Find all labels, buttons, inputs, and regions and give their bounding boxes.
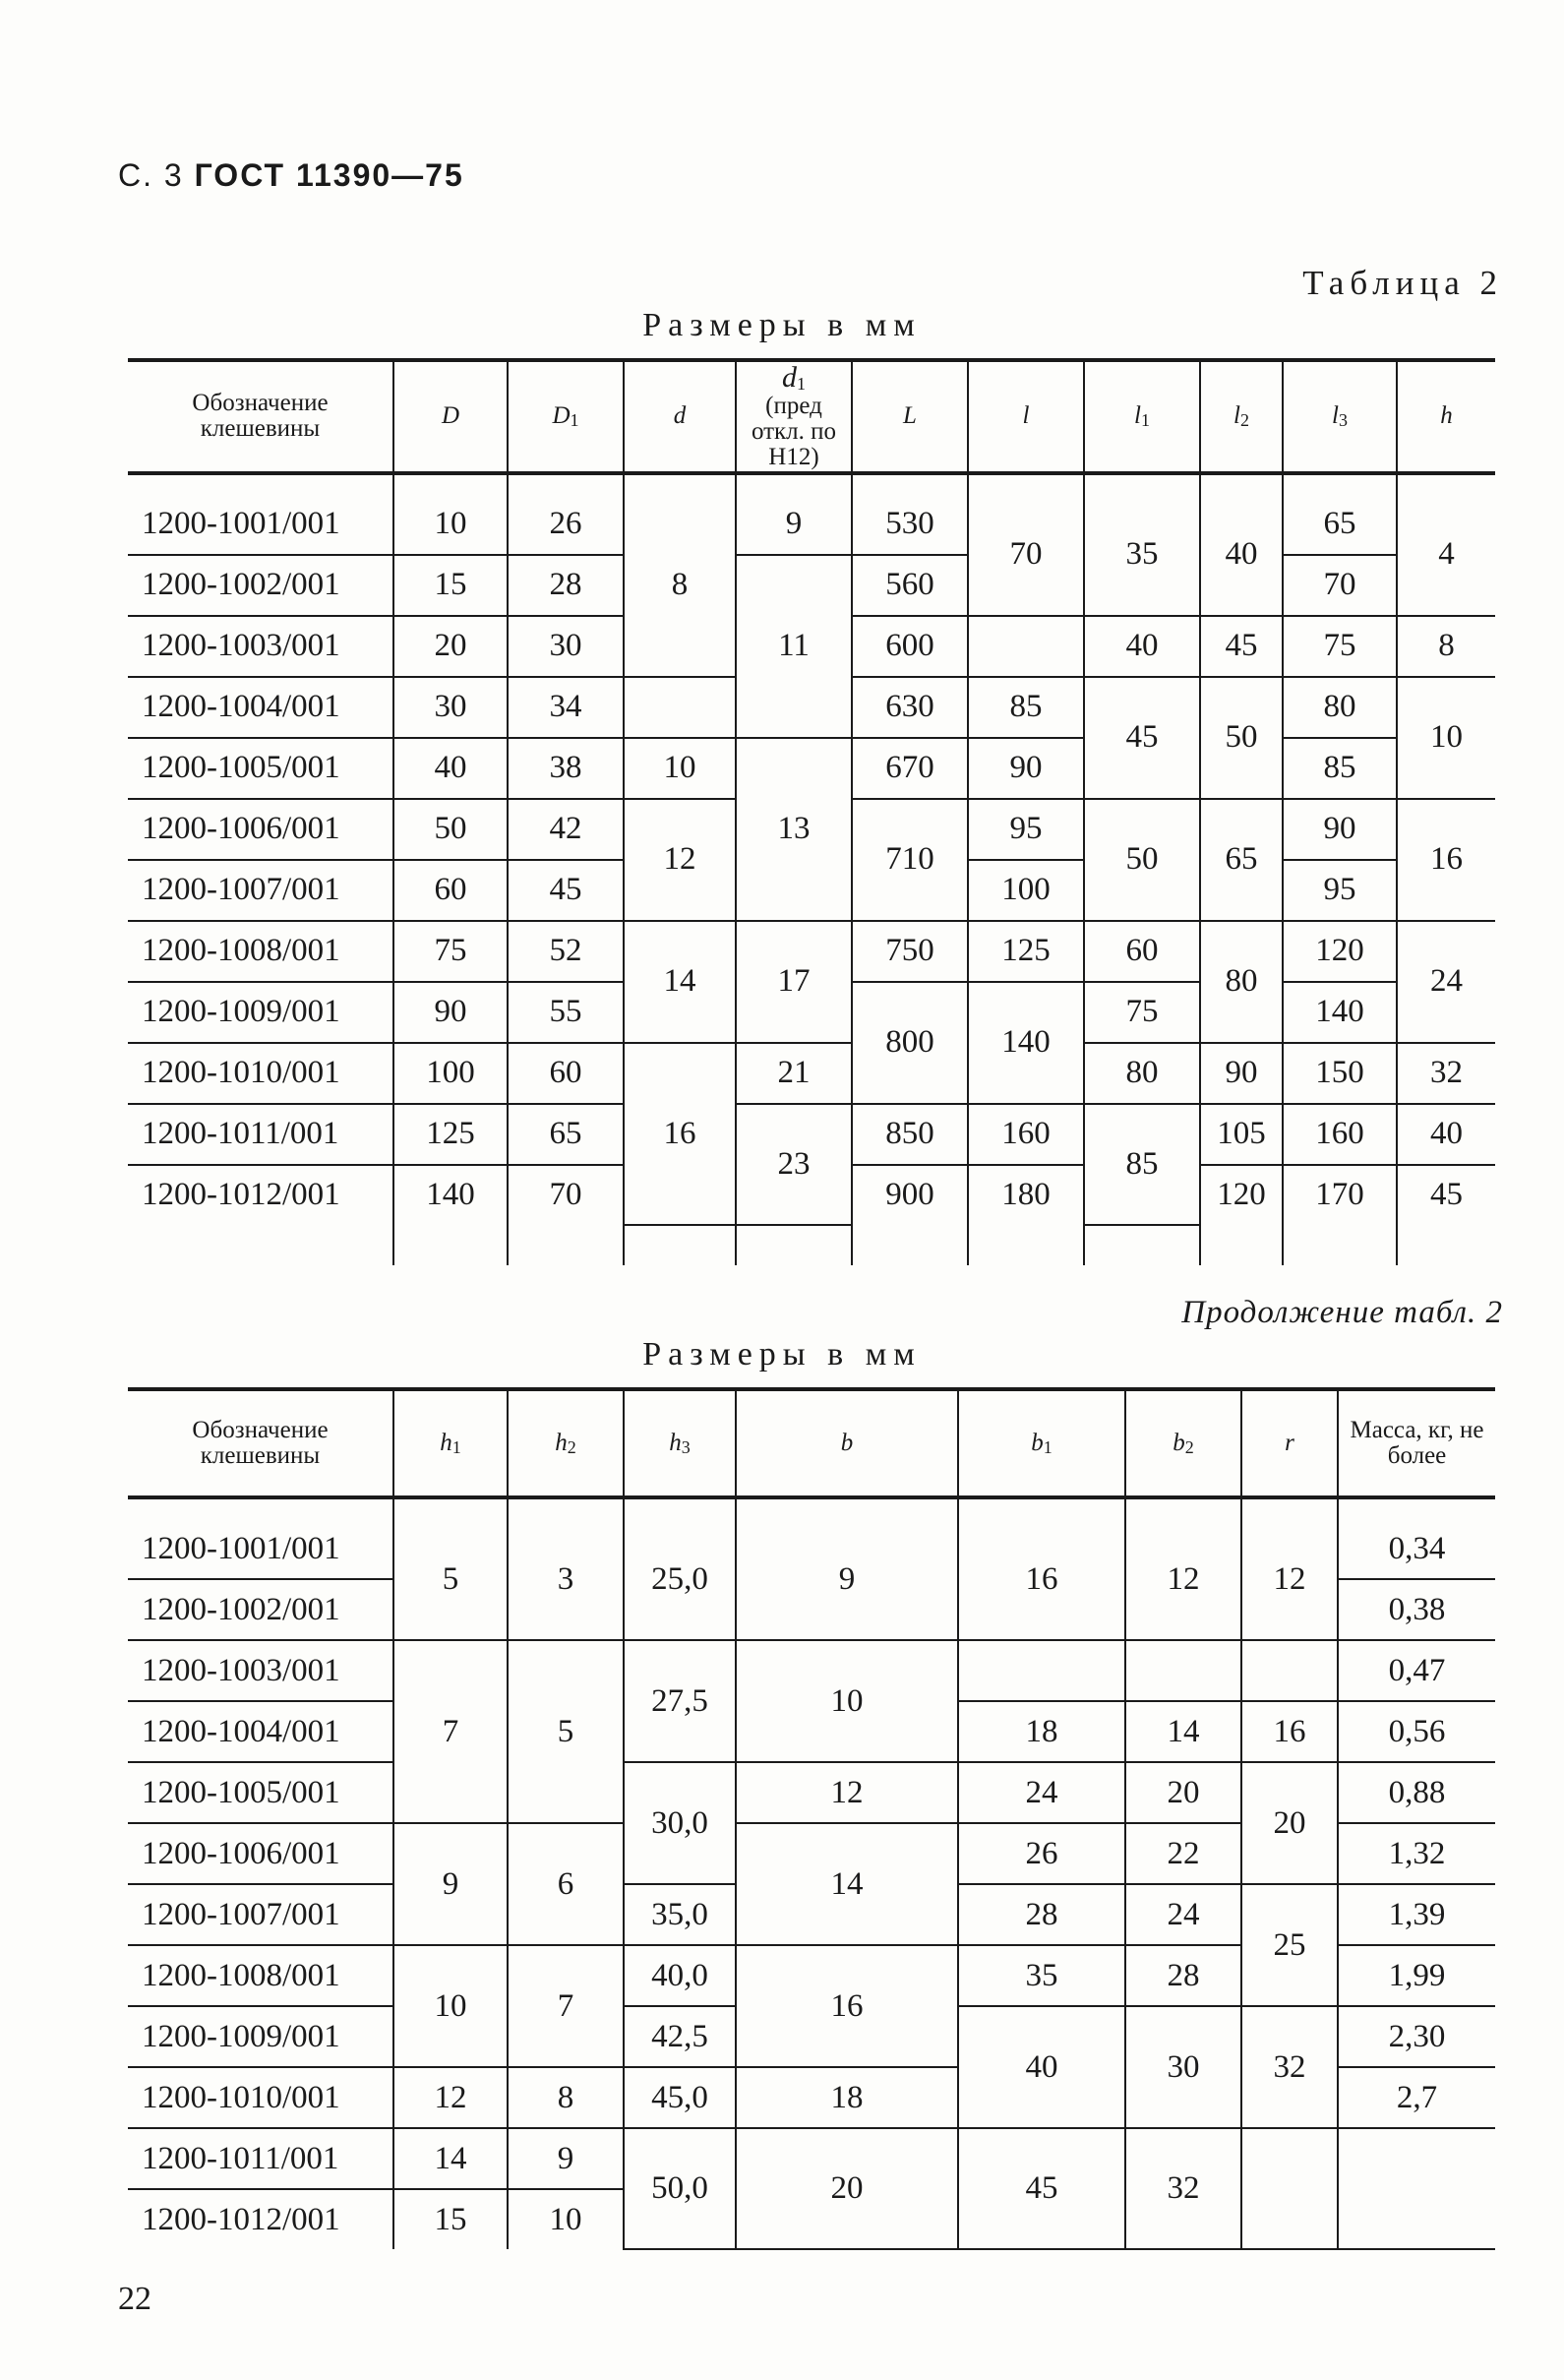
h-value: 16 [1397, 799, 1495, 921]
l-value: 100 [968, 860, 1084, 921]
table-row [128, 555, 1495, 616]
d1-small-value: 17 [736, 921, 852, 1043]
table-row [128, 921, 1495, 982]
table-row [128, 1104, 1495, 1165]
designation-cell: 1200-1001/001 [128, 495, 393, 555]
mass-value: 2,30 [1338, 2006, 1495, 2067]
h1-value: 12 [393, 2067, 508, 2128]
d-value: 40 [393, 738, 508, 799]
d1-value: 42 [508, 799, 624, 860]
l3-value: 160 [1283, 1104, 1397, 1165]
designation-cell: 1200-1004/001 [128, 1701, 393, 1762]
mass-value: 1,39 [1338, 1884, 1495, 1945]
b2-value: 14 [1125, 1701, 1241, 1762]
l3-value: 85 [1283, 738, 1397, 799]
designation-cell: 1200-1010/001 [128, 2067, 393, 2128]
b-value: 10 [736, 1640, 958, 1762]
l1-value: 45 [1084, 677, 1200, 799]
col-h2: h2 [508, 1389, 624, 1497]
designation-cell: 1200-1009/001 [128, 982, 393, 1043]
d-value: 20 [393, 616, 508, 677]
designation-cell: 1200-1004/001 [128, 677, 393, 738]
d-value: 60 [393, 860, 508, 921]
designation-cell: 1200-1006/001 [128, 1823, 393, 1884]
d1-small-value: 21 [736, 1043, 852, 1104]
r-value [1241, 2128, 1338, 2249]
units-caption: Размеры в мм [642, 1336, 922, 1373]
designation-cell: 1200-1003/001 [128, 1640, 393, 1701]
l2-value: 120 [1200, 1165, 1283, 1225]
d-value: 10 [393, 495, 508, 555]
h-value: 45 [1397, 1165, 1495, 1225]
col-l: l [968, 360, 1084, 473]
L-value: 560 [852, 555, 968, 616]
b2-value: 30 [1125, 2006, 1241, 2128]
d1-value: 34 [508, 677, 624, 738]
L-value: 710 [852, 799, 968, 921]
table-row [128, 1043, 1495, 1104]
col-L: L [852, 360, 968, 473]
l3-value: 70 [1283, 555, 1397, 616]
h2-value: 10 [508, 2189, 624, 2249]
mass-value: 1,99 [1338, 1945, 1495, 2006]
designation-cell: 1200-1007/001 [128, 860, 393, 921]
l2-value: 65 [1200, 799, 1283, 921]
b1-value: 40 [958, 2006, 1125, 2128]
l-value: 70 [968, 495, 1084, 616]
h3-value: 40,0 [624, 1945, 736, 2006]
mass-value: 0,34 [1338, 1519, 1495, 1579]
col-d: d [624, 360, 736, 473]
h1-value: 10 [393, 1945, 508, 2067]
page-header-prefix: С. 3 [118, 157, 184, 193]
d1-small-value: 11 [736, 555, 852, 738]
designation-cell: 1200-1005/001 [128, 738, 393, 799]
L-value: 800 [852, 982, 968, 1104]
table-row [128, 1640, 1495, 1701]
d1-small-value: 23 [736, 1104, 852, 1225]
d1-small-value: 13 [736, 738, 852, 921]
d1-value: 38 [508, 738, 624, 799]
designation-cell: 1200-1008/001 [128, 1945, 393, 2006]
d1-value: 55 [508, 982, 624, 1043]
d1-small-value: 9 [736, 495, 852, 555]
designation-cell: 1200-1008/001 [128, 921, 393, 982]
col-mass: Масса, кг, не более [1338, 1389, 1495, 1497]
b1-value: 16 [958, 1519, 1125, 1640]
h2-value: 3 [508, 1519, 624, 1640]
h1-value: 14 [393, 2128, 508, 2189]
col-r: r [1241, 1389, 1338, 1497]
h3-value: 50,0 [624, 2128, 736, 2249]
h1-value: 7 [393, 1640, 508, 1823]
b1-value: 26 [958, 1823, 1125, 1884]
designation-cell: 1200-1005/001 [128, 1762, 393, 1823]
mass-value [1338, 2128, 1495, 2249]
table-row [128, 738, 1495, 799]
d1-value: 30 [508, 616, 624, 677]
d-small-value: 14 [624, 921, 736, 1043]
h3-value: 42,5 [624, 2006, 736, 2067]
L-value: 670 [852, 738, 968, 799]
l3-value: 170 [1283, 1165, 1397, 1225]
h3-value: 25,0 [624, 1519, 736, 1640]
col-designation: Обозначение клешевины [128, 1389, 393, 1497]
designation-cell: 1200-1002/001 [128, 555, 393, 616]
b1-value: 35 [958, 1945, 1125, 2006]
d-small-value: 10 [624, 738, 736, 799]
designation-cell: 1200-1003/001 [128, 616, 393, 677]
b1-value: 24 [958, 1762, 1125, 1823]
col-D: D [393, 360, 508, 473]
r-value: 16 [1241, 1701, 1338, 1762]
b-value: 12 [736, 1762, 958, 1823]
table-row [128, 1519, 1495, 1579]
l2-value: 105 [1200, 1104, 1283, 1165]
d-value: 125 [393, 1104, 508, 1165]
designation-cell: 1200-1010/001 [128, 1043, 393, 1104]
l3-value: 90 [1283, 799, 1397, 860]
units-caption: Размеры в мм [642, 307, 922, 343]
d-small-value [624, 677, 736, 738]
continuation-table [128, 1387, 1495, 2250]
col-D1: D1 [508, 360, 624, 473]
L-value: 750 [852, 921, 968, 982]
b-value: 20 [736, 2128, 958, 2249]
l3-value: 65 [1283, 495, 1397, 555]
l2-value: 45 [1200, 616, 1283, 677]
l1-value: 80 [1084, 1043, 1200, 1104]
mass-value: 0,56 [1338, 1701, 1495, 1762]
L-value: 630 [852, 677, 968, 738]
d1-value: 60 [508, 1043, 624, 1104]
mass-value: 2,7 [1338, 2067, 1495, 2128]
h-value: 40 [1397, 1104, 1495, 1165]
b2-value: 28 [1125, 1945, 1241, 2006]
l2-value: 40 [1200, 495, 1283, 616]
d-value: 140 [393, 1165, 508, 1225]
b2-value: 24 [1125, 1884, 1241, 1945]
designation-cell: 1200-1011/001 [128, 2128, 393, 2189]
mass-value: 0,47 [1338, 1640, 1495, 1701]
r-value: 25 [1241, 1884, 1338, 2006]
table-row [128, 495, 1495, 555]
designation-cell: 1200-1007/001 [128, 1884, 393, 1945]
table-row [128, 2128, 1495, 2189]
table-row [128, 1762, 1495, 1823]
designation-cell: 1200-1012/001 [142, 1177, 340, 1213]
h2-value: 6 [508, 1823, 624, 1945]
h2-value: 8 [508, 2067, 624, 2128]
d1-value: 26 [508, 495, 624, 555]
l3-value: 120 [1283, 921, 1397, 982]
l1-value: 35 [1084, 495, 1200, 616]
d-small-value: 12 [624, 799, 736, 921]
h2-value: 7 [508, 1945, 624, 2067]
col-designation: Обозначение клешевины [128, 360, 393, 473]
r-value: 20 [1241, 1762, 1338, 1884]
mass-value: 1,32 [1338, 1823, 1495, 1884]
l2-value: 80 [1200, 921, 1283, 1043]
b-value: 18 [736, 2067, 958, 2128]
h3-value: 27,5 [624, 1640, 736, 1762]
col-d1: d1 (пред откл. по H12) [736, 360, 852, 473]
l-value: 125 [968, 921, 1084, 982]
designation-cell: 1200-1002/001 [128, 1579, 393, 1640]
h1-value: 5 [393, 1519, 508, 1640]
d-value: 50 [393, 799, 508, 860]
l-value: 140 [968, 982, 1084, 1104]
b2-value: 32 [1125, 2128, 1241, 2249]
h-value: 4 [1397, 495, 1495, 616]
l3-value: 150 [1283, 1043, 1397, 1104]
L-value: 900 [852, 1165, 968, 1225]
b-value: 14 [736, 1823, 958, 1945]
l1-value: 60 [1084, 921, 1200, 982]
l-value: 95 [968, 799, 1084, 860]
L-value: 850 [852, 1104, 968, 1165]
h3-value: 35,0 [624, 1884, 736, 1945]
designation-cell: 1200-1009/001 [128, 2006, 393, 2067]
l-value: 90 [968, 738, 1084, 799]
d-value: 15 [393, 555, 508, 616]
l3-value: 75 [1283, 616, 1397, 677]
d1-value: 45 [508, 860, 624, 921]
h1-value: 9 [393, 1823, 508, 1945]
b2-value: 12 [1125, 1519, 1241, 1640]
l1-value: 50 [1084, 799, 1200, 921]
r-value: 32 [1241, 2006, 1338, 2128]
l2-value: 90 [1200, 1043, 1283, 1104]
l-value: 160 [968, 1104, 1084, 1165]
mass-value: 0,88 [1338, 1762, 1495, 1823]
h-value: 10 [1397, 677, 1495, 799]
l-value: 180 [968, 1165, 1084, 1225]
col-h1: h1 [393, 1389, 508, 1497]
b1-value: 18 [958, 1701, 1125, 1762]
b-value: 16 [736, 1945, 958, 2067]
h-value: 8 [1397, 616, 1495, 677]
l3-value: 140 [1283, 982, 1397, 1043]
col-h3: h3 [624, 1389, 736, 1497]
d-value: 30 [393, 677, 508, 738]
col-h: h [1397, 360, 1495, 473]
designation-cell: 1200-1011/001 [128, 1104, 393, 1165]
d1-value: 65 [508, 1104, 624, 1165]
standard-number: ГОСТ 11390—75 [194, 157, 464, 193]
l1-value: 75 [1084, 982, 1200, 1043]
r-value: 12 [1241, 1519, 1338, 1640]
col-l3: l3 [1283, 360, 1397, 473]
l1-value: 40 [1084, 616, 1200, 677]
d1-value: 28 [508, 555, 624, 616]
col-l2: l2 [1200, 360, 1283, 473]
b2-value [1125, 1640, 1241, 1701]
l2-value: 50 [1200, 677, 1283, 799]
b1-value: 45 [958, 2128, 1125, 2249]
dimensions-table [128, 358, 1495, 1265]
page-number: 22 [118, 2281, 151, 2317]
designation-cell: 1200-1001/001 [128, 1519, 393, 1579]
l-value [968, 616, 1084, 677]
d-value: 100 [393, 1043, 508, 1104]
continuation-label: Продолжение табл. 2 [1181, 1295, 1503, 1330]
h3-value: 30,0 [624, 1762, 736, 1884]
col-b2: b2 [1125, 1389, 1241, 1497]
l-value: 85 [968, 677, 1084, 738]
h-value: 24 [1397, 921, 1495, 1043]
designation-cell: 1200-1006/001 [128, 799, 393, 860]
r-value [1241, 1640, 1338, 1701]
table-label: Таблица 2 [1302, 264, 1503, 302]
designation-cell: 1200-1012/001 [142, 2201, 340, 2237]
page-header [118, 157, 464, 194]
b-value: 9 [736, 1519, 958, 1640]
b1-value [958, 1640, 1125, 1701]
d1-value: 70 [508, 1165, 624, 1225]
h3-value: 45,0 [624, 2067, 736, 2128]
col-b1: b1 [958, 1389, 1125, 1497]
L-value: 530 [852, 495, 968, 555]
h-value: 32 [1397, 1043, 1495, 1104]
b2-value: 22 [1125, 1823, 1241, 1884]
d-value: 90 [393, 982, 508, 1043]
b2-value: 20 [1125, 1762, 1241, 1823]
col-b: b [736, 1389, 958, 1497]
d-small-value: 8 [624, 495, 736, 677]
l3-value: 80 [1283, 677, 1397, 738]
h2-value: 9 [508, 2128, 624, 2189]
mass-value: 0,38 [1338, 1579, 1495, 1640]
d-small-value: 16 [624, 1043, 736, 1225]
L-value: 600 [852, 616, 968, 677]
l1-value: 85 [1084, 1104, 1200, 1225]
d-value: 75 [393, 921, 508, 982]
b1-value: 28 [958, 1884, 1125, 1945]
col-l1: l1 [1084, 360, 1200, 473]
d1-value: 52 [508, 921, 624, 982]
l3-value: 95 [1283, 860, 1397, 921]
h1-value: 15 [393, 2189, 508, 2249]
h2-value: 5 [508, 1640, 624, 1823]
